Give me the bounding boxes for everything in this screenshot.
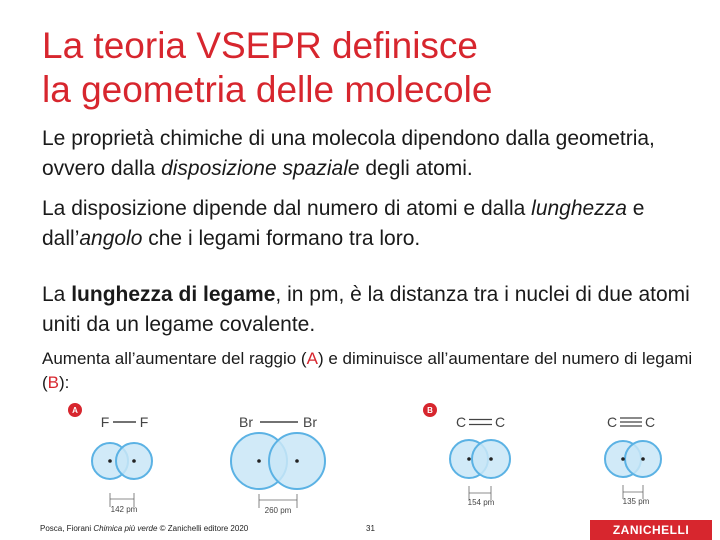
p1-text-a: Le proprietà chimiche di una molecola dipendono dalla geometria, ovvero dalla	[42, 127, 655, 180]
ff-length-label: 142 pm	[110, 505, 138, 514]
p1-italic: disposizione spaziale	[161, 157, 360, 180]
footer-credit-publisher: © Zanichelli editore 2020	[157, 524, 249, 533]
cc-triple-atom-1: C	[606, 414, 618, 430]
footer-credit-book: Chimica più verde	[93, 524, 158, 533]
p1-text-c: degli atomi.	[359, 157, 473, 180]
badge-b	[423, 403, 437, 417]
badge-b-label: B	[427, 406, 433, 415]
brbr-nucleus-2	[295, 459, 299, 463]
p4-label-b: B	[47, 373, 60, 392]
paragraph-bond-length	[42, 280, 702, 340]
cc-double-length-label: 154 pm	[467, 498, 495, 507]
p4-text-e: ):	[59, 373, 70, 392]
p2-text-e: che i legami formano tra loro.	[142, 227, 421, 250]
p2-italic-length: lunghezza	[531, 197, 627, 220]
molecule-brbr	[231, 414, 325, 515]
cc-triple-nucleus-2	[641, 457, 645, 461]
paragraph-properties	[42, 124, 702, 184]
p4-text-c: ) e diminuisce all’aumentare del numero di legami (	[42, 349, 693, 392]
badge-a-label: A	[72, 406, 78, 415]
p3-text-c: , in pm, è la distanza tra i nuclei di due atomi uniti da un legame covalente.	[42, 283, 690, 336]
molecule-cc-triple	[605, 414, 661, 506]
p3-bold: lunghezza di legame	[71, 283, 276, 306]
slide-title	[42, 24, 692, 112]
cc-double-nucleus-1	[467, 457, 471, 461]
ff-atom-2: F	[139, 414, 149, 430]
cc-double-nucleus-2	[489, 457, 493, 461]
ff-atom-1: F	[100, 414, 110, 430]
page-number: 31	[366, 524, 375, 533]
brbr-nucleus-1	[257, 459, 261, 463]
p4-text-a: Aumenta all’aumentare del raggio (	[42, 349, 307, 368]
molecule-ff	[92, 414, 152, 514]
publisher-logo: ZANICHELLI	[590, 520, 712, 540]
bond-length-diagram	[60, 396, 680, 521]
cc-double-atom-2: C	[494, 414, 506, 430]
paragraph-trend	[42, 347, 702, 395]
title-line-1: La teoria VSEPR definisce	[42, 25, 479, 66]
badge-a	[68, 403, 82, 417]
paragraph-disposition	[42, 194, 702, 254]
p2-text-a: La disposizione dipende dal numero di atomi e dalla	[42, 197, 532, 220]
molecule-cc-double	[450, 414, 510, 507]
cc-triple-length-label: 135 pm	[622, 497, 650, 506]
p4-label-a: A	[306, 349, 318, 368]
brbr-atom-2: Br	[303, 414, 317, 430]
cc-double-atom-1: C	[455, 414, 467, 430]
footer-credit	[40, 524, 248, 533]
p3-text-a: La	[42, 283, 72, 306]
title-line-2: la geometria delle molecole	[42, 69, 493, 110]
cc-triple-atom-2: C	[644, 414, 656, 430]
ff-nucleus-2	[132, 459, 136, 463]
brbr-length-label: 260 pm	[264, 506, 292, 515]
brbr-atom-1: Br	[239, 414, 253, 430]
p2-italic-angle: angolo	[79, 227, 143, 250]
ff-nucleus-1	[108, 459, 112, 463]
p2-text-c: e dall’	[42, 197, 645, 250]
cc-triple-nucleus-1	[621, 457, 625, 461]
footer-credit-authors: Posca, Fiorani	[40, 524, 94, 533]
bond-length-figure	[60, 396, 680, 521]
